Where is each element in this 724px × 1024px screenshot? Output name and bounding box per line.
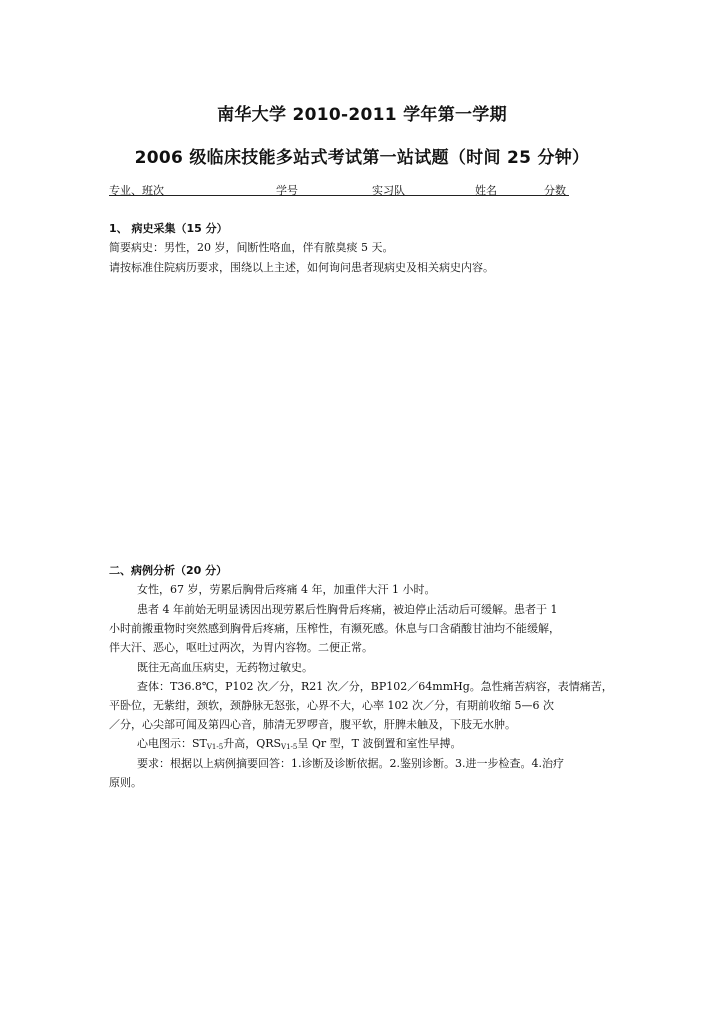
ecg-suffix: 呈 Qr 型，T 波倒置和室性早搏。 [297,737,462,750]
section1-summary: 简要病史：男性，20 岁，间断性咯血，伴有脓臭痰 5 天。 [109,241,394,254]
ecg-mid: 升高，QRS [223,737,282,750]
exam-title-line2: 2006 级临床技能多站式考试第一站试题（时间 25 分钟） [134,148,590,168]
ecg-line [137,735,657,751]
case-line-6: 查体：T36.8℃，P102 次／分，R21 次／分，BP102／64mmHg。急性痛苦病容，表情痛苦， [137,680,613,693]
header-student-id: 学号 [276,184,298,197]
case-line-2: 患者 4 年前始无明显诱因出现劳累后性胸骨后疼痛，被迫停止活动后可缓解。患者于 1 [137,603,558,616]
header-name: 姓名 [475,184,497,197]
case-line-5: 既往无高血压病史，无药物过敏史。 [137,661,313,674]
case-line-3: 小时前搬重物时突然感到胸骨后疼痛，压榨性，有濒死感。休息与口含硝酸甘油均不能缓解， [109,622,560,635]
header-underline [109,195,569,196]
exam-title-line1: 南华大学 2010-2011 学年第一学期 [217,105,507,125]
ecg-prefix: 心电图示：ST [137,737,207,750]
case-line-1: 女性，67 岁，劳累后胸骨后疼痛 4 年，加重伴大汗 1 小时。 [137,583,436,596]
case-line-8: ／分，心尖部可闻及第四心音，肺清无罗啰音，腹平软，肝脾未触及，下肢无水肿。 [109,718,516,731]
ecg-lead-sub-1: V1-5 [206,743,224,751]
header-intern-team: 实习队 [372,184,405,197]
case-line-7: 平卧位，无紫绀，颈软，颈静脉无怒张，心界不大，心率 102 次／分，有期前收缩 5—6 次 [109,699,554,712]
section2-heading: 二、病例分析（20 分） [109,564,228,577]
case-line-4: 伴大汗、恶心，呕吐过两次，为胃内容物。二便正常。 [109,641,373,654]
header-major-class: 专业、班次 [109,184,164,197]
requirement-line-1: 要求：根据以上病例摘要回答：1.诊断及诊断依据。2.鉴别诊断。3.进一步检查。4.治疗 [137,757,564,770]
section1-instruction: 请按标准住院病历要求，围绕以上主述，如何询问患者现病史及相关病史内容。 [109,261,494,274]
header-score: 分数 [544,184,566,197]
section1-heading: 1、 病史采集（15 分） [109,222,228,235]
ecg-lead-sub-2: V1-5 [281,743,298,751]
requirement-line-2: 原则。 [109,776,142,789]
